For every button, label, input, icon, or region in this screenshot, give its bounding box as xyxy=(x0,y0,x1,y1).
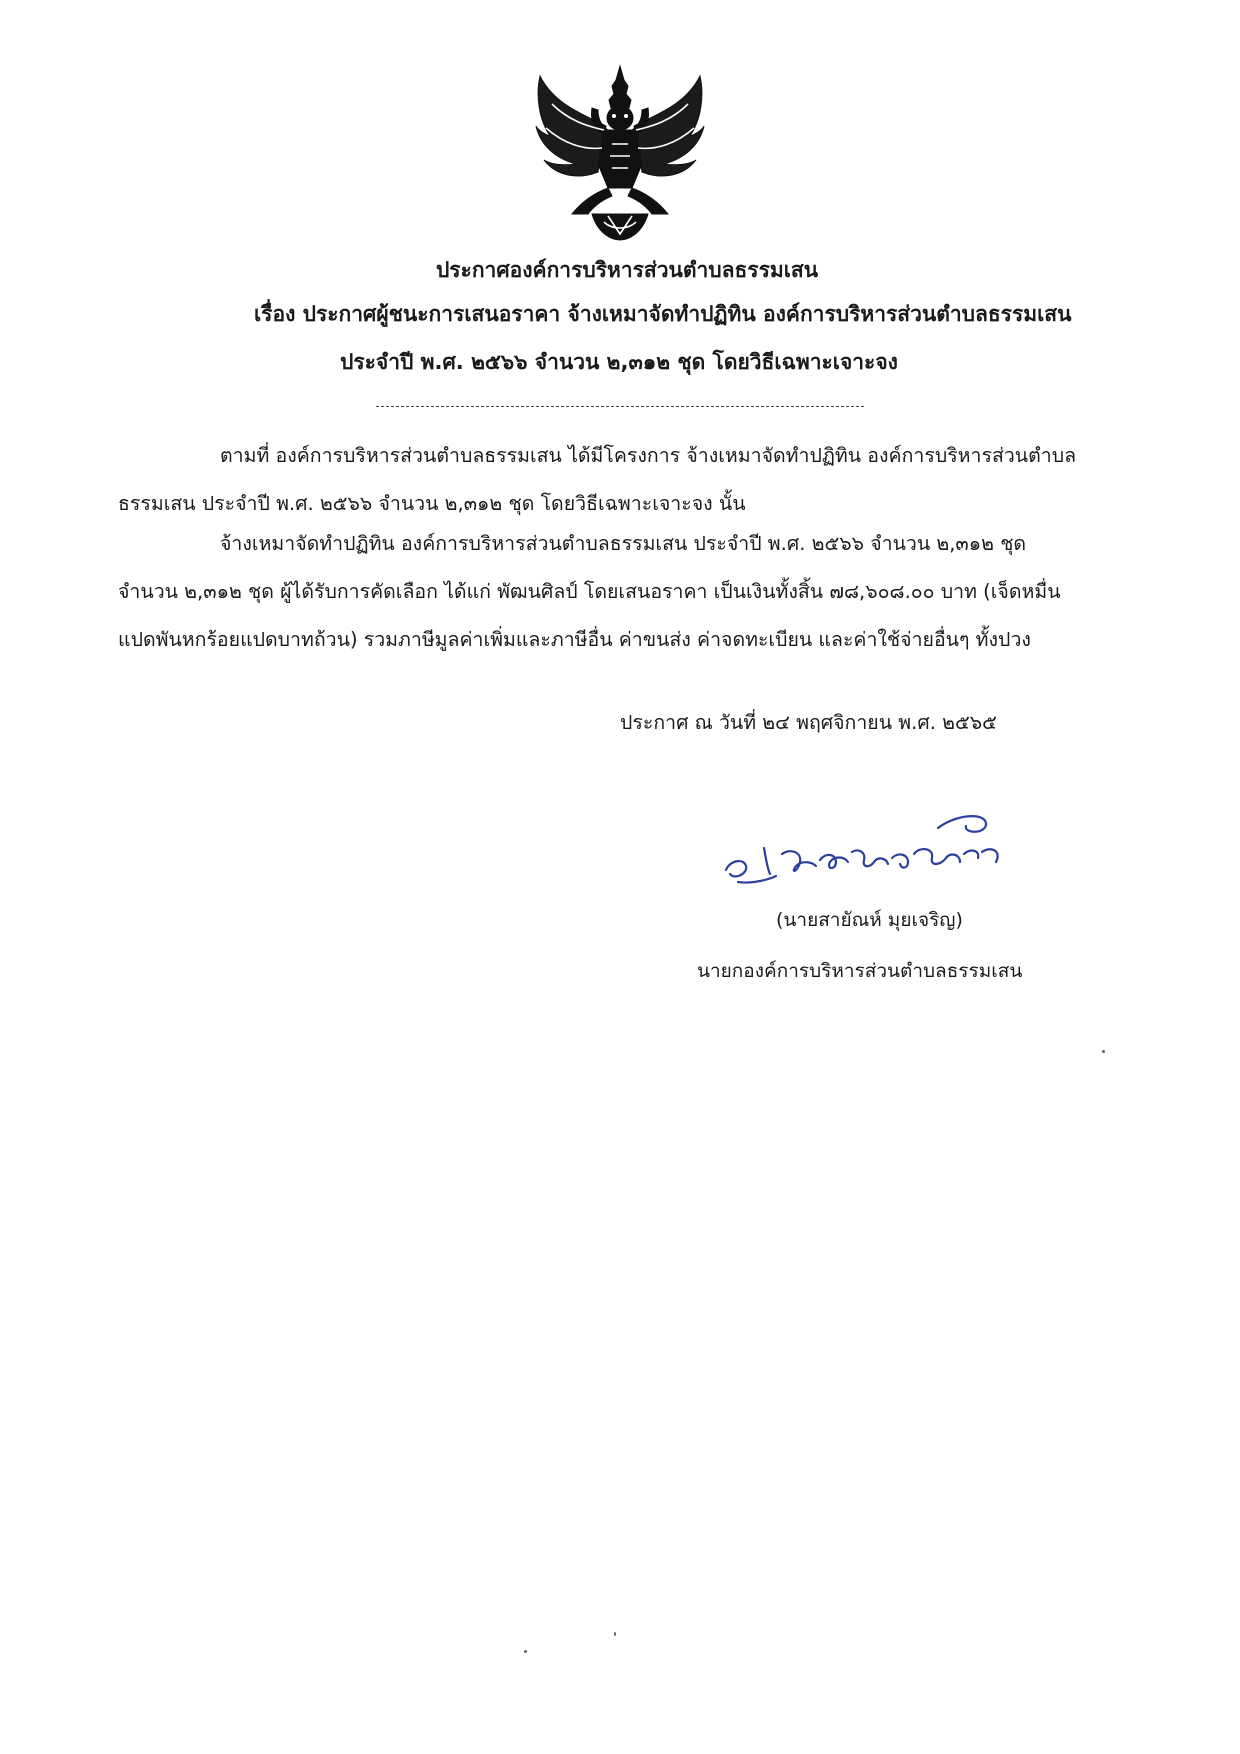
handwritten-signature xyxy=(720,800,1060,900)
scan-speck xyxy=(614,1632,616,1636)
subject-line: เรื่อง ประกาศผู้ชนะการเสนอราคา จ้างเหมาจัดทำปฏิทิน องค์การบริหารส่วนตำบลธรรมเสน xyxy=(254,302,1072,326)
announcement-title: ประกาศองค์การบริหารส่วนตำบลธรรมเสน xyxy=(435,258,819,282)
signature-strokes xyxy=(726,816,998,882)
paragraph-line: ตามที่ องค์การบริหารส่วนตำบลธรรมเสน ได้มีโครงการ จ้างเหมาจัดทำปฏิทิน องค์การบริหารส่วนตำบล xyxy=(220,444,1077,467)
garuda-emblem-icon xyxy=(532,64,708,242)
scan-speck xyxy=(524,1650,527,1653)
subject-line-continued: ประจำปี พ.ศ. ๒๕๖๖ จำนวน ๒,๓๑๒ ชุด โดยวิธีเฉพาะเจาะจง xyxy=(340,350,898,374)
paragraph-winner xyxy=(118,520,1122,664)
dashed-divider xyxy=(376,406,864,407)
paragraph-line: จำนวน ๒,๓๑๒ ชุด ผู้ได้รับการคัดเลือก ได้แก่ พัฒนศิลป์ โดยเสนอราคา เป็นเงินทั้งสิ้น ๗๘,๖๐๘.๐๐ บาท (เจ็ดหมื่น xyxy=(118,580,1061,603)
signer-title: นายกองค์การบริหารส่วนตำบลธรรมเสน xyxy=(697,960,1023,982)
paragraph-line: จ้างเหมาจัดทำปฏิทิน องค์การบริหารส่วนตำบลธรรมเสน ประจำปี พ.ศ. ๒๕๖๖ จำนวน ๒,๓๑๒ ชุด xyxy=(220,532,1027,555)
scan-speck xyxy=(1102,1050,1105,1053)
paragraph-project xyxy=(118,432,1122,528)
announcement-date: ประกาศ ณ วันที่ ๒๔ พฤศจิกายน พ.ศ. ๒๕๖๕ xyxy=(620,711,997,734)
paragraph-line: ธรรมเสน ประจำปี พ.ศ. ๒๕๖๖ จำนวน ๒,๓๑๒ ชุด โดยวิธีเฉพาะเจาะจง นั้น xyxy=(118,492,746,515)
signer-name: (นายสายัณห์ มุยเจริญ) xyxy=(776,909,963,931)
paragraph-line: แปดพันหกร้อยแปดบาทถ้วน) รวมภาษีมูลค่าเพิ่มและภาษีอื่น ค่าขนส่ง ค่าจดทะเบียน และค่าใช้จ่ายอื่นๆ ทั้งปวง xyxy=(118,628,1031,651)
